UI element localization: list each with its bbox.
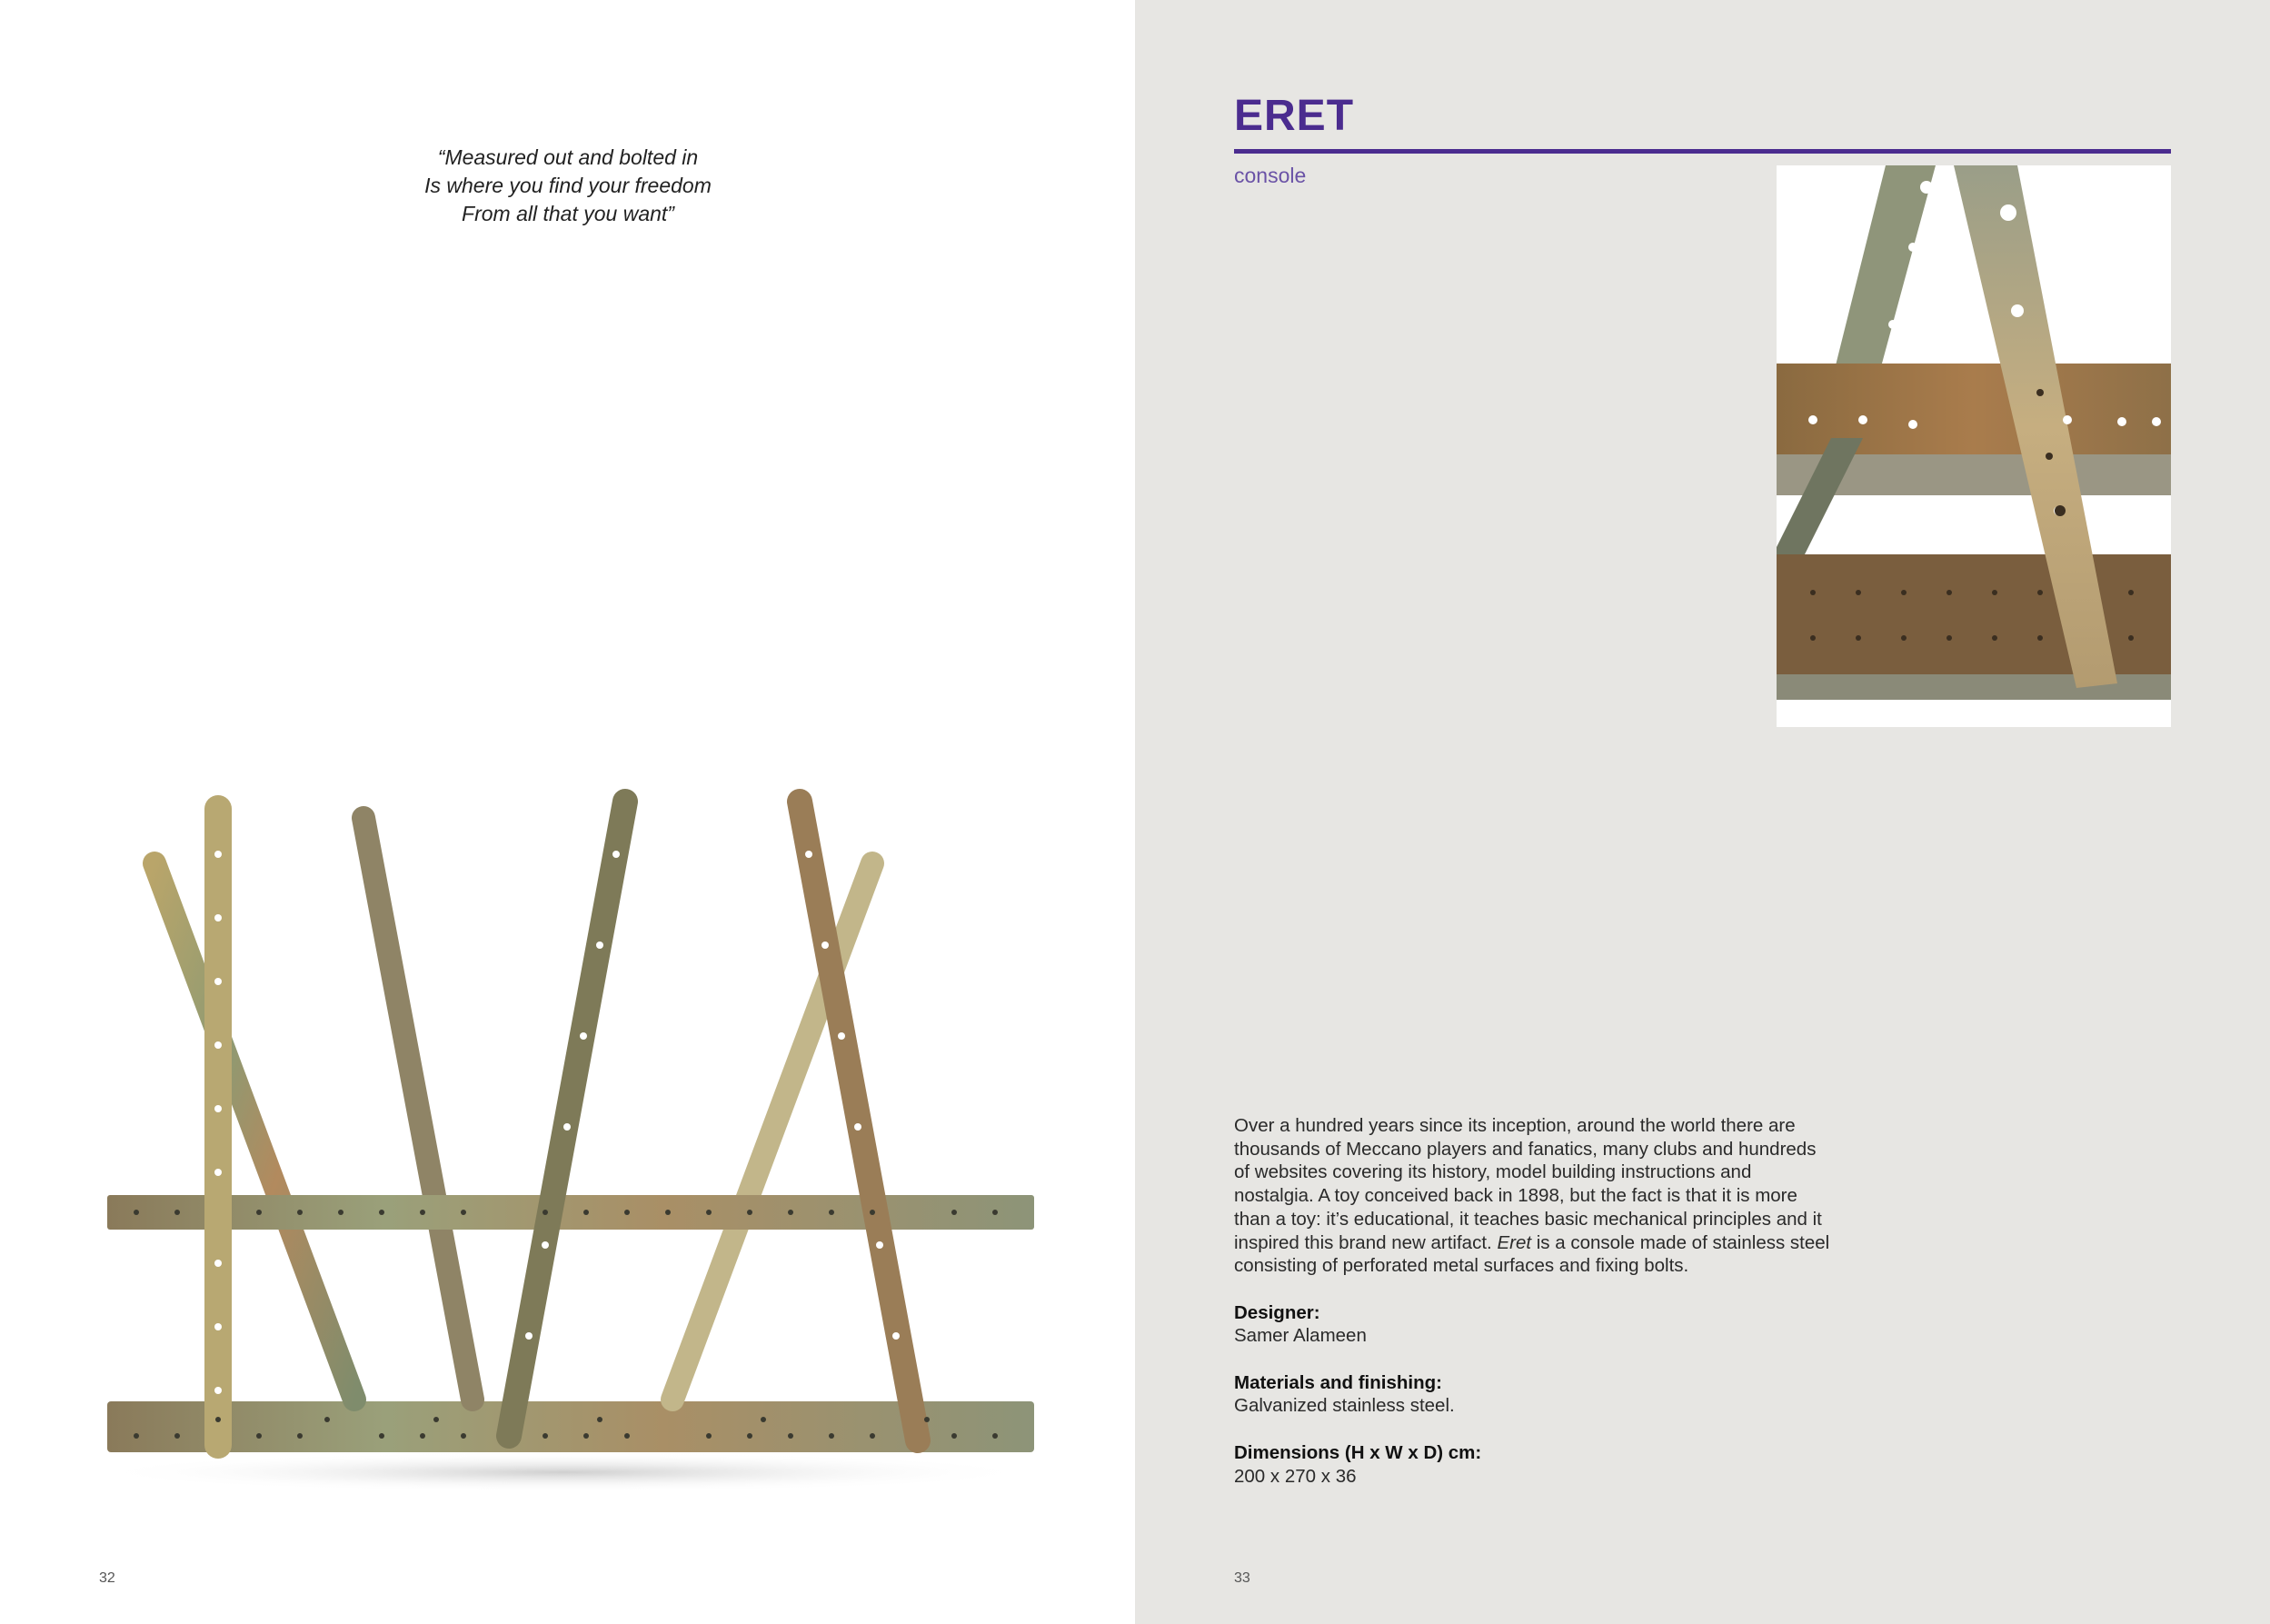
quote-line: “Measured out and bolted in [437, 145, 699, 169]
page-number: 33 [1234, 1570, 1250, 1586]
product-name-italic: Eret [1497, 1231, 1532, 1253]
spec-label: Designer: [1234, 1301, 1320, 1323]
spec-dimensions [1234, 1441, 1834, 1488]
console-product-photo [55, 772, 1054, 1518]
quote-line: From all that you want” [462, 202, 674, 225]
title-divider [1234, 149, 2171, 154]
quote-line: Is where you find your freedom [424, 174, 712, 197]
description-text-end: is a console made of stainless steel consisting of perforated metal surfaces and fixing bolts. [1234, 1231, 1830, 1277]
product-category: console [1234, 164, 1307, 187]
spec-value: 200 x 270 x 36 [1234, 1465, 1357, 1487]
description-paragraph [1234, 1114, 1834, 1278]
spec-value: Galvanized stainless steel. [1234, 1395, 1455, 1417]
description-text: Over a hundred years since its inception, around the world there are thousands of Meccano players and fanatics, many clubs and hundreds of websites covering its history, model building instructions and nostalgia. A toy conceived back in 1898, but the fact is that it is more than a toy: it’s educational, it teaches basic mechanical principles and it inspired this brand new artifact. [1234, 1115, 1822, 1253]
spec-materials [1234, 1371, 1834, 1418]
page-number: 32 [99, 1570, 115, 1586]
spec-label: Materials and finishing: [1234, 1371, 1442, 1393]
spec-label: Dimensions (H x W x D) cm: [1234, 1441, 1482, 1463]
right-page [1135, 0, 2270, 1624]
product-title: ERET [1234, 92, 1355, 140]
quote [345, 144, 791, 228]
console-detail-photo [1777, 165, 2171, 727]
product-description [1234, 1114, 1834, 1488]
spec-value: Samer Alameen [1234, 1325, 1367, 1347]
spec-designer [1234, 1301, 1834, 1348]
